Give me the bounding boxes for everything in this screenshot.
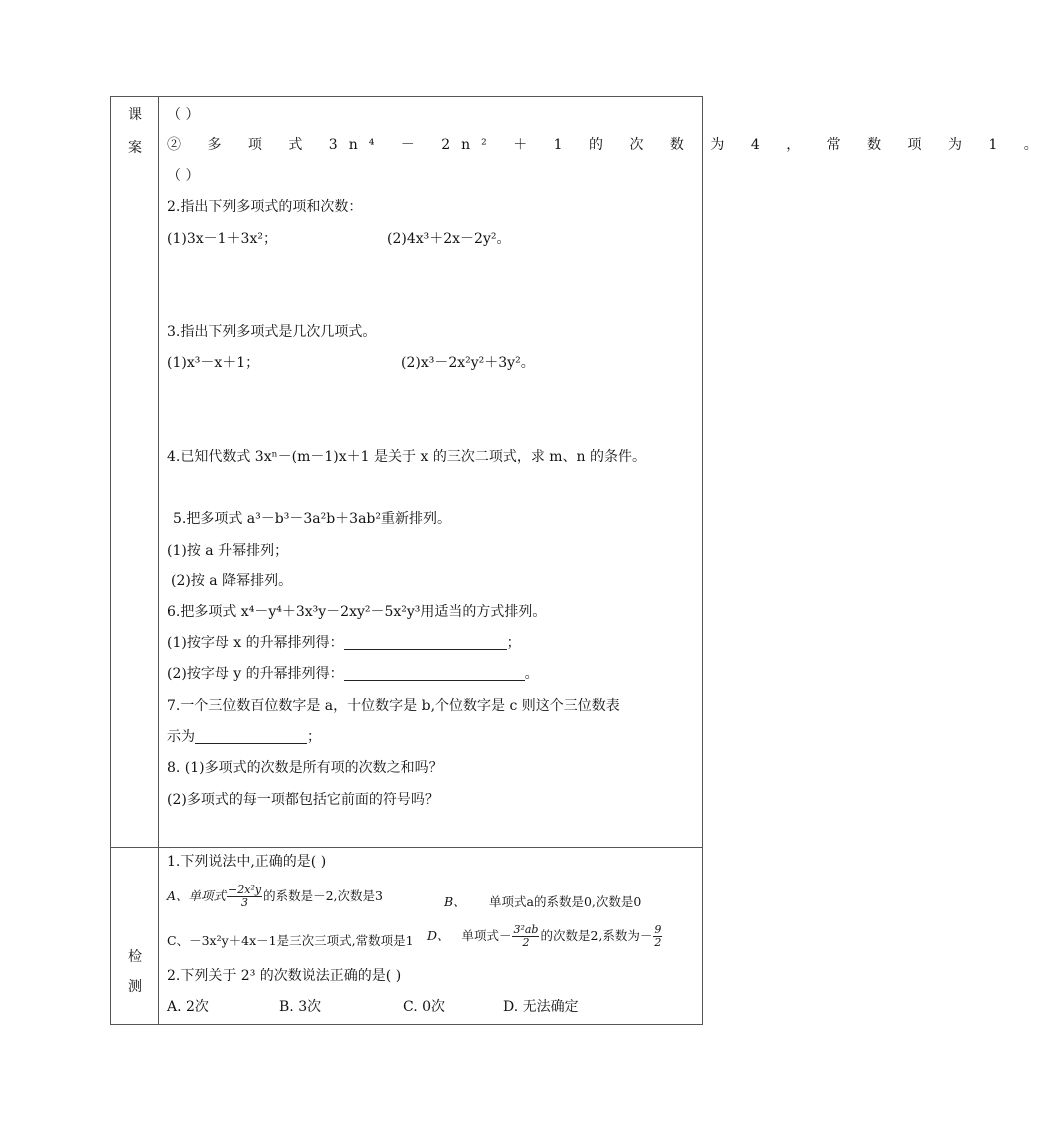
choice-c: C. 0次 [403, 999, 446, 1015]
option-a-text: 的系数是－2,次数是3 [263, 888, 383, 903]
choice-b: B. 3次 [279, 999, 322, 1015]
option-b-letter: B、 [444, 894, 466, 909]
answer-blank-7[interactable] [195, 729, 307, 744]
label-jian: 检 [128, 949, 142, 965]
option-a-denominator: 3 [241, 896, 249, 909]
option-a-numerator: −2x²y [228, 883, 262, 896]
check-question-2-title: 2.下列关于 2³ 的次数说法正确的是( ) [167, 968, 402, 984]
option-d-denominator-1: 2 [522, 936, 530, 949]
question-7-label: 示为 [167, 729, 195, 745]
option-d-fraction-1 [512, 924, 539, 949]
question-4: 4.已知代数式 3xⁿ－(m－1)x＋1 是关于 x 的三次二项式，求 m、n 的条件。 [167, 449, 647, 465]
classwork-label-cell [111, 97, 159, 847]
answer-blank-6-2[interactable] [344, 666, 525, 681]
question-5-title: 5.把多项式 a³－b³－3a²b＋3ab²重新排列。 [173, 511, 451, 527]
question-7-end: ； [307, 729, 321, 745]
classwork-row [110, 96, 1049, 848]
question-6-part-2-end: 。 [524, 666, 539, 682]
question-7-line-1: 7.一个三位数百位数字是 a，十位数字是 b,个位数字是 c 则这个三位数表 [167, 698, 620, 714]
label-ce: 测 [128, 979, 142, 995]
question-6-part-1-label: (1)按字母 x 的升幂排列得： [167, 635, 344, 651]
classwork-content-cell [159, 97, 1049, 847]
question-6-part-2 [167, 665, 539, 683]
question-2-title: 2.指出下列多项式的项和次数： [167, 199, 363, 215]
option-d-label: D、 [427, 928, 450, 943]
question-6-part-2-label: (2)按字母 y 的升幂排列得： [167, 666, 344, 682]
option-d-prefix: 单项式－ [461, 928, 512, 943]
answer-paren-2: （ ） [167, 168, 200, 184]
answer-paren-1: （ ） [167, 107, 200, 123]
choice-d: D. 无法确定 [503, 999, 579, 1015]
question-3-title: 3.指出下列多项式是几次几项式。 [167, 324, 377, 340]
question-2-part-2: (2)4x³＋2x－2y²。 [387, 231, 511, 247]
check-content-cell [159, 848, 702, 1024]
option-a-fraction [227, 884, 262, 909]
option-a-label: A、单项式 [167, 888, 227, 903]
option-a [167, 884, 383, 909]
question-7-line-2 [167, 728, 321, 746]
question-5-part-1: (1)按 a 升幂排列； [167, 543, 289, 559]
answer-blank-6-1[interactable] [344, 635, 507, 650]
question-6-part-1-end: ； [506, 635, 521, 651]
check-row [110, 847, 703, 1025]
check-label-cell [111, 848, 159, 1024]
option-d-middle: 的次数是2,系数为－ [540, 928, 653, 943]
check-question-1-title: 1.下列说法中,正确的是( ) [167, 854, 327, 870]
option-b: 单项式a的系数是0,次数是0 [489, 894, 642, 909]
label-an: 案 [128, 140, 142, 156]
question-8-part-1: 8. (1)多项式的次数是所有项的次数之和吗？ [167, 760, 443, 776]
option-c: C、－3x²y＋4x－1是三次三项式,常数项是1 [167, 933, 414, 948]
label-ke: 课 [128, 107, 142, 123]
option-d-numerator-1: 3²ab [513, 923, 539, 936]
option-b-label [444, 893, 466, 911]
question-3-part-2: (2)x³－2x²y²＋3y²。 [401, 355, 535, 371]
option-d-numerator-2: 9 [654, 923, 662, 936]
question-2-part-1: (1)3x－1＋3x²； [167, 231, 277, 247]
question-3-part-1: (1)x³－x＋1； [167, 355, 260, 371]
question-6-part-1 [167, 634, 521, 652]
question-8-part-2: (2)多项式的每一项都包括它前面的符号吗？ [167, 792, 439, 808]
question-6-title: 6.把多项式 x⁴－y⁴＋3x³y－2xy²－5x²y³用适当的方式排列。 [167, 604, 547, 620]
question-1-statement-2: ② 多 项 式 3n⁴ － 2n² ＋ 1 的 次 数 为 4 ， 常 数 项 为 1 。 [167, 137, 1049, 153]
option-d [427, 924, 663, 949]
option-d-denominator-2: 2 [654, 936, 662, 949]
choice-a: A. 2次 [167, 999, 209, 1015]
worksheet-table [110, 96, 1049, 1025]
question-5-part-2: (2)按 a 降幂排列。 [171, 573, 293, 589]
option-d-fraction-2 [653, 924, 662, 949]
